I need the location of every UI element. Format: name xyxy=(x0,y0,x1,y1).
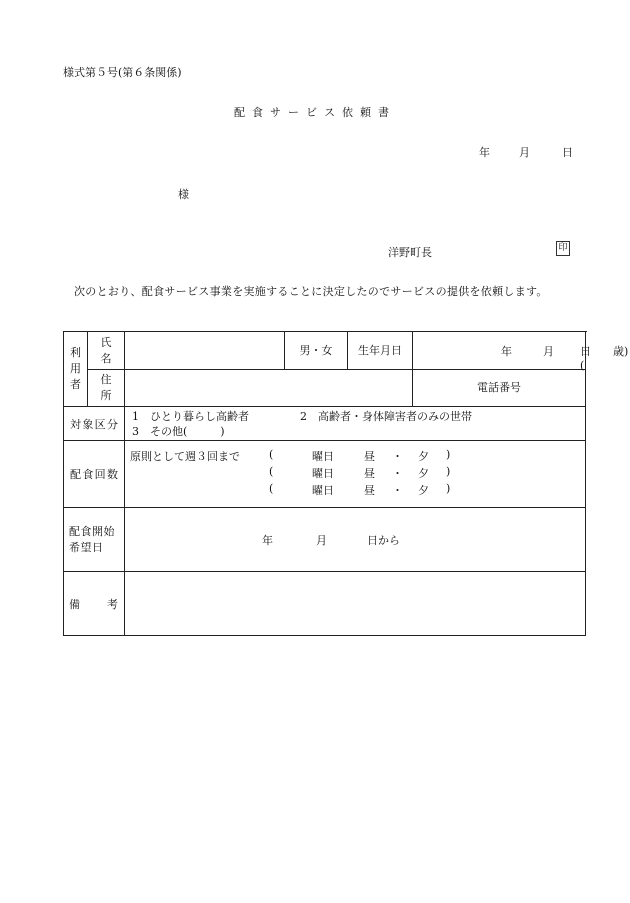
dob-day-label: 日( xyxy=(580,345,591,372)
frequency-lunch: 昼 xyxy=(364,450,375,463)
category-option-3[interactable]: 3 その他( ) xyxy=(132,424,225,438)
address-field[interactable] xyxy=(125,370,413,407)
frequency-day: 曜日 xyxy=(312,450,334,463)
date-day-label: 日 xyxy=(562,146,573,159)
name-label: 氏名 xyxy=(100,335,112,365)
birthdate-field[interactable] xyxy=(413,332,629,372)
dob-year-label: 年 xyxy=(501,345,512,358)
category-options-line-2 xyxy=(125,424,585,439)
remarks-row xyxy=(64,572,586,636)
remarks-label-char-1: 備 xyxy=(69,597,80,611)
frequency-prefix: 原則として週３回まで xyxy=(130,450,240,463)
frequency-close: ) xyxy=(446,482,451,495)
name-field[interactable] xyxy=(125,332,285,370)
category-label-cell xyxy=(64,407,125,441)
frequency-dot: ・ xyxy=(392,467,403,480)
user-label: 利用者 xyxy=(70,346,81,391)
frequency-label-char-1: 配 xyxy=(70,468,81,481)
frequency-open: ( xyxy=(269,482,274,495)
frequency-open: ( xyxy=(269,465,274,478)
birthdate-label-cell xyxy=(348,332,413,370)
frequency-dinner: 夕 xyxy=(418,450,429,463)
remarks-label-cell xyxy=(64,572,125,636)
frequency-label xyxy=(64,466,124,482)
start-month-label: 月 xyxy=(316,533,327,547)
phone-label-cell xyxy=(413,370,586,407)
start-date-label: 配食開始希望日 xyxy=(69,524,115,554)
frequency-close: ) xyxy=(446,448,451,461)
remarks-field[interactable] xyxy=(125,572,586,636)
frequency-label-char-4: 数 xyxy=(106,468,118,481)
request-form-table xyxy=(63,331,629,636)
category-option-1[interactable]: 1 ひとり暮らし高齢者 xyxy=(132,409,249,423)
category-label-char-1: 対 xyxy=(70,417,81,431)
birthdate-label: 生年月日 xyxy=(358,343,402,357)
remarks-label xyxy=(64,596,124,612)
gender-choice: 男・女 xyxy=(299,343,333,357)
category-label xyxy=(64,416,124,432)
addressee-suffix: 様 xyxy=(178,188,189,201)
frequency-close: ) xyxy=(446,465,451,478)
start-day-suffix: 日から xyxy=(367,533,400,547)
category-options-line-1 xyxy=(125,409,585,424)
start-label-cell xyxy=(64,508,125,572)
seal-mark: 印 xyxy=(556,241,570,256)
name-row xyxy=(64,332,586,370)
name-label-cell xyxy=(88,332,125,370)
address-label: 住所 xyxy=(100,373,112,402)
address-row xyxy=(64,370,586,407)
address-label-cell xyxy=(88,370,125,407)
frequency-row xyxy=(64,441,586,508)
category-option-2[interactable]: 2 高齢者・身体障害者のみの世帯 xyxy=(300,409,472,423)
dob-age-label: 歳) xyxy=(613,345,629,358)
start-year-label: 年 xyxy=(262,533,273,547)
category-label-char-3: 区 xyxy=(94,417,106,431)
user-label-cell xyxy=(64,332,88,407)
frequency-open: ( xyxy=(269,448,274,461)
category-options-cell[interactable] xyxy=(125,407,586,441)
frequency-field[interactable] xyxy=(125,441,586,508)
category-row xyxy=(64,407,586,441)
form-code: 様式第５号(第６条関係) xyxy=(63,66,182,79)
date-year-label: 年 xyxy=(479,146,490,159)
frequency-dinner: 夕 xyxy=(418,484,429,497)
category-label-char-4: 分 xyxy=(106,417,118,431)
page-title: 配食サービス依頼書 xyxy=(234,106,396,119)
dob-month-label: 月 xyxy=(543,345,554,358)
date-month-label: 月 xyxy=(519,146,530,159)
frequency-label-char-2: 食 xyxy=(82,468,94,481)
issuer-name: 洋野町長 xyxy=(388,246,432,259)
frequency-label-char-3: 回 xyxy=(94,468,106,481)
frequency-dinner: 夕 xyxy=(418,467,429,480)
issue-date xyxy=(479,144,573,160)
frequency-label-cell xyxy=(64,441,125,508)
body-text: 次のとおり、配食サービス事業を実施することに決定したのでサービスの提供を依頼します。 xyxy=(74,285,548,298)
frequency-dot: ・ xyxy=(392,450,403,463)
start-date-field[interactable] xyxy=(125,508,586,572)
start-date-row xyxy=(64,508,586,572)
remarks-label-char-2: 考 xyxy=(107,597,118,611)
category-label-char-2: 象 xyxy=(82,417,94,431)
frequency-lunch: 昼 xyxy=(364,484,375,497)
phone-label: 電話番号 xyxy=(477,381,521,394)
gender-cell[interactable] xyxy=(285,332,348,370)
frequency-day: 曜日 xyxy=(312,467,334,480)
frequency-day: 曜日 xyxy=(312,484,334,497)
frequency-lunch: 昼 xyxy=(364,467,375,480)
frequency-dot: ・ xyxy=(392,484,403,497)
